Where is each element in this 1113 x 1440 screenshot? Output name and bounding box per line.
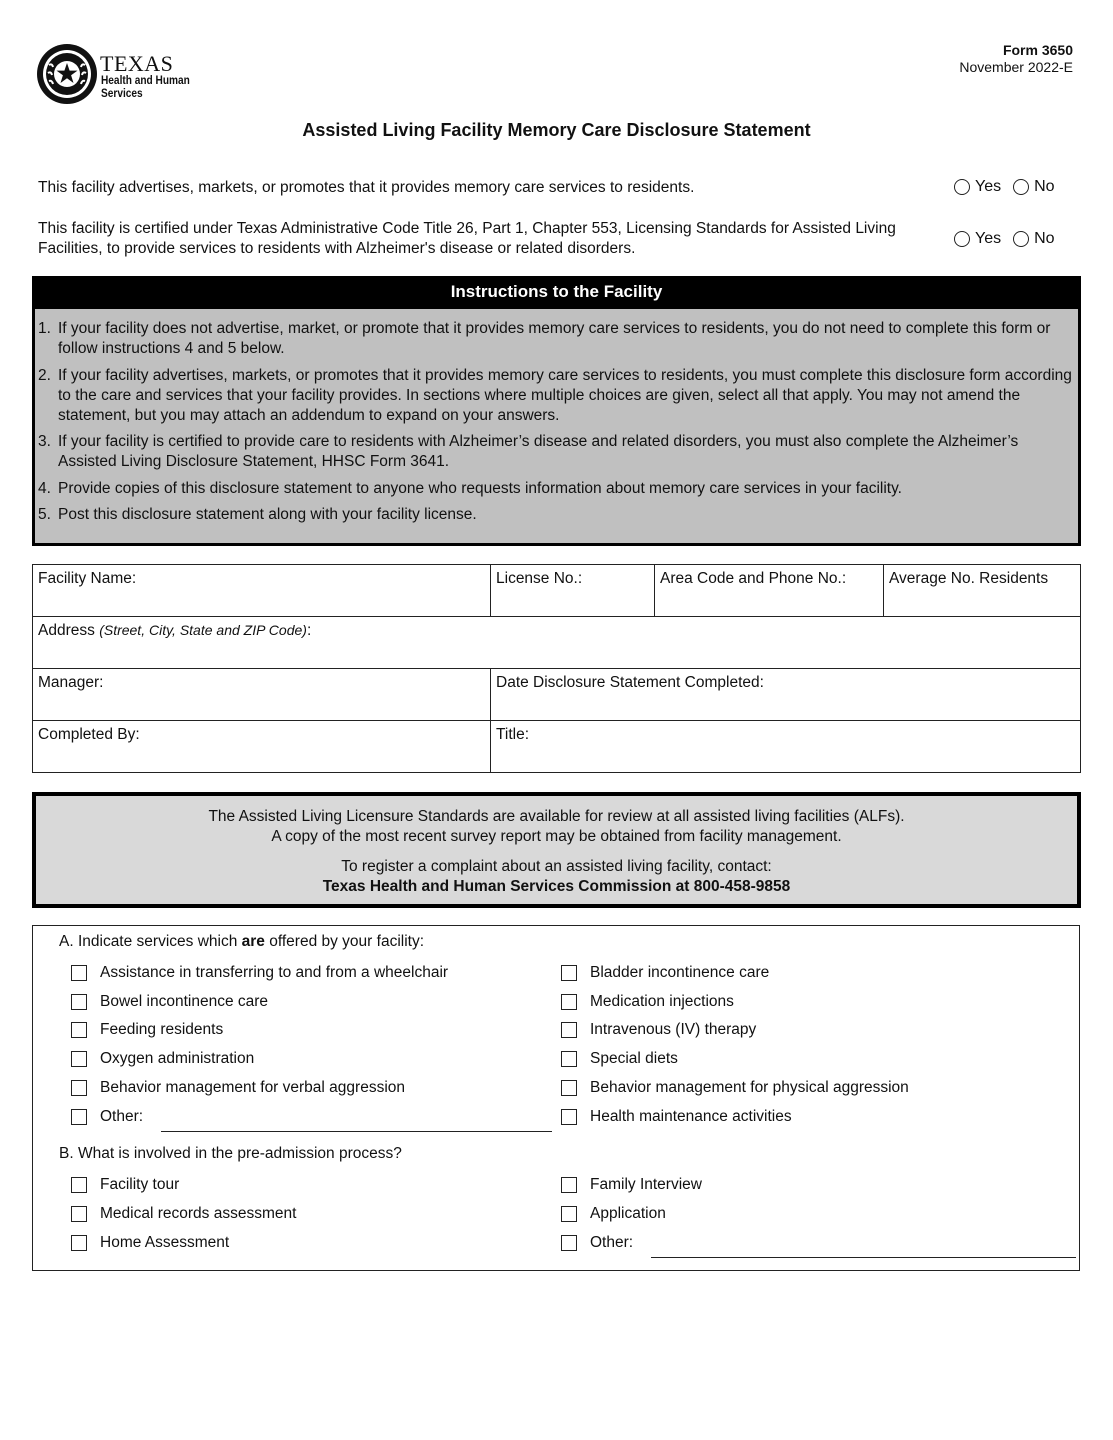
checkbox-verbal-aggression[interactable] [71,1079,405,1097]
instruction-number: 1. [38,320,51,337]
checkbox-label: Family Interview [590,1176,702,1193]
checkbox-label: Oxygen administration [100,1050,255,1067]
completed-by-label: Completed By: [38,726,140,743]
hhs-logo [36,43,206,107]
radio-circle-icon[interactable] [954,179,970,195]
checkbox-facility-tour[interactable] [71,1176,179,1194]
services-section [32,925,1080,1271]
checkbox-other-service[interactable] [71,1108,143,1126]
instructions-list [38,319,1072,532]
license-no-field[interactable] [491,565,655,617]
notice-line-3: To register a complaint about an assisted living facility, contact: [341,858,772,875]
checkbox-label: Facility tour [100,1176,180,1193]
checkbox-oxygen[interactable] [71,1050,254,1068]
instruction-item [38,505,1072,525]
date-completed-field[interactable] [491,669,1081,721]
checkbox-medical-records[interactable] [71,1205,296,1223]
heading-text: A. Indicate services which [59,933,242,950]
checkbox-label: Other: [590,1234,634,1251]
facility-name-field[interactable] [33,565,491,617]
checkbox-label: Behavior management for physical aggression [590,1079,909,1096]
radio-label: Yes [975,230,1002,247]
checkbox-label: Home Assessment [100,1234,230,1251]
notice-line-1: The Assisted Living Licensure Standards are available for review at all assisted living facilities (ALFs). [208,808,905,825]
manager-label: Manager: [38,674,104,691]
radio-label: Yes [975,178,1002,195]
address-hint: (Street, City, State and ZIP Code) [99,622,307,638]
checkbox-icon[interactable] [71,1235,87,1251]
question-advertises: This facility advertises, markets, or promotes that it provides memory care services to residents. [38,179,695,196]
title-field[interactable] [491,721,1081,773]
address-field[interactable] [33,617,1081,669]
checkbox-label: Health maintenance activities [590,1108,792,1125]
checkbox-icon[interactable] [561,1206,577,1222]
radio-certified-yes[interactable] [954,230,1001,248]
instruction-text: Post this disclosure statement along with your facility license. [58,506,477,523]
logo-subtitle [101,75,190,101]
heading-emphasis: are [241,933,265,950]
instruction-item [38,319,1072,359]
checkbox-label: Application [590,1205,666,1222]
checkbox-label: Medication injections [590,993,734,1010]
checkbox-home-assessment[interactable] [71,1234,229,1252]
section-b-heading: B. What is involved in the pre-admission process? [59,1145,402,1162]
checkbox-label: Bowel incontinence care [100,993,269,1010]
checkbox-icon[interactable] [71,994,87,1010]
checkbox-label: Bladder incontinence care [590,964,770,981]
radio-group-advertises[interactable] [954,178,1055,196]
radio-circle-icon[interactable] [1013,231,1029,247]
question-certified: This facility is certified under Texas Administrative Code Title 26, Part 1, Chapter 553, Licensing Standards for Assisted Living Facilities, to provide services to residents with Alzheimer's disease or related disorders. [38,220,896,257]
form-number: Form 3650 [1002,42,1073,58]
checkbox-icon[interactable] [561,1235,577,1251]
manager-field[interactable] [33,669,491,721]
checkbox-icon[interactable] [71,1051,87,1067]
instruction-item [38,432,1072,472]
checkbox-bowel-incontinence[interactable] [71,993,268,1011]
checkbox-label: Medical records assessment [100,1205,297,1222]
logo-line-2: Health and Human [101,75,190,87]
checkbox-label: Special diets [590,1050,678,1067]
checkbox-feeding[interactable] [71,1021,223,1039]
instruction-number: 5. [38,506,51,523]
form-number-block [959,42,1073,76]
radio-circle-icon[interactable] [954,231,970,247]
radio-certified-no[interactable] [1013,230,1054,248]
checkbox-application[interactable] [561,1205,666,1223]
radio-circle-icon[interactable] [1013,179,1029,195]
instruction-number: 3. [38,433,51,450]
checkbox-icon[interactable] [71,1080,87,1096]
checkbox-medication-injections[interactable] [561,993,734,1011]
address-colon: : [306,622,312,639]
checkbox-icon[interactable] [561,1022,577,1038]
radio-label: No [1034,230,1055,247]
checkbox-icon[interactable] [561,1177,577,1193]
instruction-number: 2. [38,366,51,384]
instructions-heading: Instructions to the Facility [32,276,1081,309]
checkbox-physical-aggression[interactable] [561,1079,909,1097]
radio-group-certified[interactable] [954,230,1055,248]
checkbox-iv-therapy[interactable] [561,1021,756,1039]
checkbox-icon[interactable] [561,994,577,1010]
title-label: Title: [496,726,530,743]
checkbox-label: Behavior management for verbal aggression [100,1079,406,1096]
completed-by-field[interactable] [33,721,491,773]
instruction-number: 4. [38,479,51,497]
checkbox-icon[interactable] [71,1206,87,1222]
avg-residents-label: Average No. Residents [889,570,1049,587]
checkbox-icon[interactable] [71,1177,87,1193]
instruction-item [38,479,1072,499]
avg-residents-field[interactable] [884,565,1081,617]
checkbox-label: Intravenous (IV) therapy [590,1021,757,1038]
checkbox-label: Assistance in transferring to and from a wheelchair [100,964,449,981]
facility-name-label: Facility Name: [38,570,137,587]
checkbox-label: Other: [100,1108,144,1125]
checkbox-icon[interactable] [71,1109,87,1125]
checkbox-special-diets[interactable] [561,1050,678,1068]
checkbox-icon[interactable] [561,1051,577,1067]
instruction-text: If your facility does not advertise, market, or promote that it provides memory care services to residents, you do not need to complete this form or follow instructions 4 and 5 below. [58,320,1051,357]
notice-line-2: A copy of the most recent survey report may be obtained from facility management. [271,828,842,845]
checkbox-icon[interactable] [561,1109,577,1125]
texas-seal-icon [36,43,98,105]
checkbox-health-maintenance[interactable] [561,1108,792,1126]
radio-label: No [1034,178,1055,195]
other-preadmission-input[interactable] [651,1257,1076,1258]
checkbox-wheelchair-transfer[interactable] [71,964,448,982]
radio-advertises-yes[interactable] [954,178,1001,196]
checkbox-other-preadmission[interactable] [561,1234,633,1252]
license-no-label: License No.: [496,570,583,587]
address-label: Address [38,622,95,639]
checkbox-icon[interactable] [561,965,577,981]
phone-field[interactable] [655,565,884,617]
instruction-item [38,366,1072,426]
other-service-input[interactable] [161,1131,552,1132]
checkbox-family-interview[interactable] [561,1176,702,1194]
instructions-box [32,276,1081,546]
checkbox-icon[interactable] [71,1022,87,1038]
instruction-text: If your facility advertises, markets, or promotes that it provides memory care services to residents, you must complete this disclosure form according to the care and services that your facility provides. In sections where multiple choices are given, select all that apply. You may not amend the statement, but you may attach an addendum to expand on your answers. [58,366,1072,424]
checkbox-icon[interactable] [561,1080,577,1096]
facility-info-table [32,564,1081,773]
form-date: November 2022-E [959,59,1073,75]
checkbox-icon[interactable] [71,965,87,981]
checkbox-bladder-incontinence[interactable] [561,964,769,982]
radio-advertises-no[interactable] [1013,178,1054,196]
date-completed-label: Date Disclosure Statement Completed: [496,674,764,691]
logo-line-3: Services [101,88,143,100]
complaint-contact: Texas Health and Human Services Commission at 800-458-9858 [322,878,791,895]
heading-text: offered by your facility: [264,933,425,950]
section-a-heading [59,933,424,951]
licensure-notice [32,792,1081,908]
instruction-text: If your facility is certified to provide care to residents with Alzheimer’s disease and related disorders, you must also complete the Alzheimer’s Assisted Living Disclosure Statement, HHSC Form 3641. [58,433,1019,470]
phone-label: Area Code and Phone No.: [660,570,847,587]
checkbox-label: Feeding residents [100,1021,224,1038]
page-title: Assisted Living Facility Memory Care Disclosure Statement [302,120,811,140]
instruction-text: Provide copies of this disclosure statement to anyone who requests information about memory care services in your facility. [58,479,902,497]
logo-texas-text: TEXAS [100,51,174,76]
